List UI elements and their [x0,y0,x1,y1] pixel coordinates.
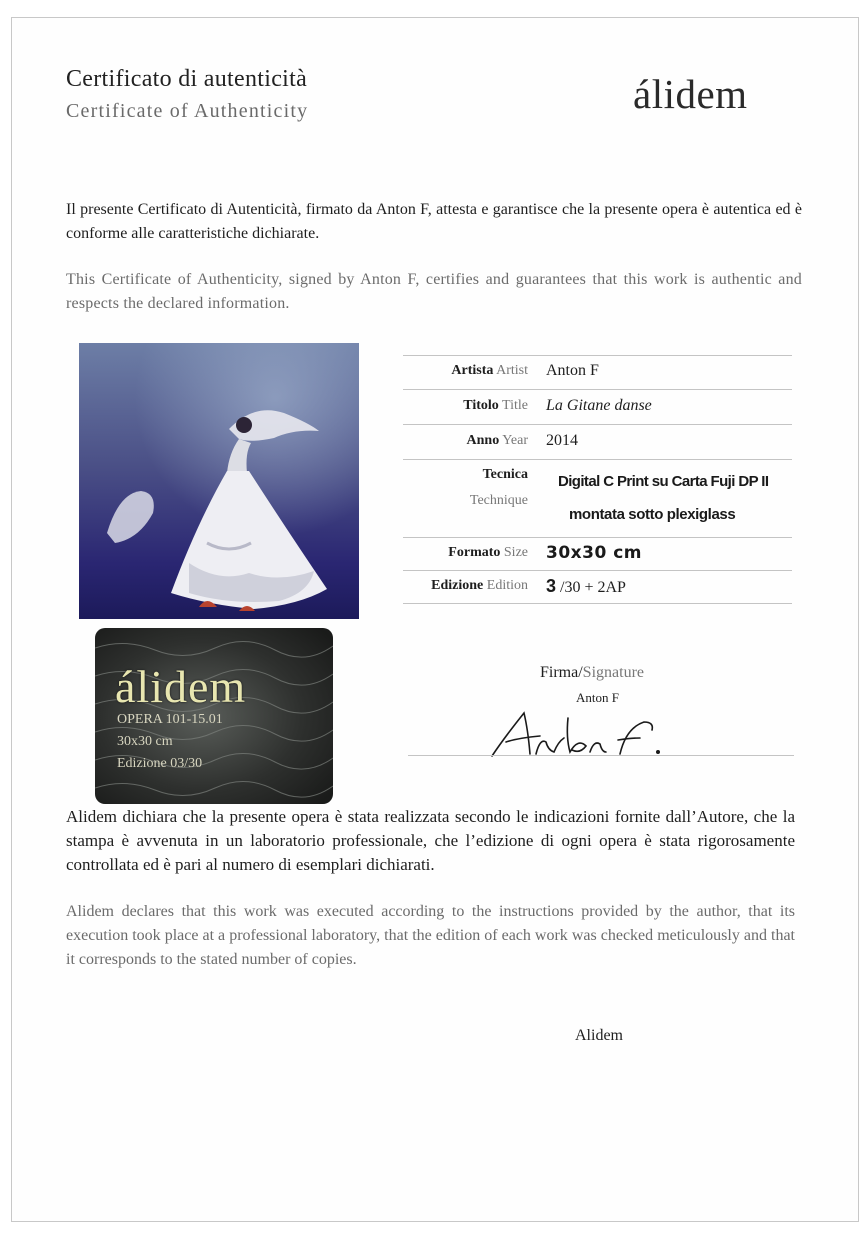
signer-name: Anton F [576,690,619,705]
issuer-name: Alidem [575,1027,623,1044]
detail-row-edition [403,570,792,604]
alidem-logo: álidem [633,71,748,117]
hologram-line: Edizione 03/30 [117,756,203,771]
detail-value-year: 2014 [546,432,578,449]
signature-image [484,708,684,768]
detail-row-title [403,389,792,424]
intro-text-english: This Certificate of Authenticity, signed by Anton F, certifies and guarantees that this work is authentic and respects the declared information. [66,271,802,312]
detail-value-edition: 3 /30 + 2AP [546,576,626,596]
hologram-sticker [95,628,333,804]
detail-label: Artista Artist [451,363,528,378]
declaration-text-english: Alidem declares that this work was executed according to the instructions provided by the author, that its execution took place at a professional laboratory, that the edition of each work was checked meticulously and that it corresponds to the stated number of copies. [66,903,795,968]
detail-row-technique [403,459,792,537]
intro-text-italian: Il presente Certificato di Autenticità, firmato da Anton F, attesta e garantisce che la presente opera è autentica ed è conforme alle caratteristiche dichiarate. [66,201,802,242]
artwork-details-table [403,355,792,604]
detail-row-artist [403,355,792,389]
title-italian: Certificato di autenticità [66,66,308,92]
hologram-line: OPERA 101-15.01 [117,712,223,727]
detail-label: Titolo Title [463,398,528,413]
detail-label: Formato Size [448,545,528,560]
detail-value-artist: Anton F [546,362,599,379]
detail-value-technique-mount: montata sotto plexiglass [569,506,736,523]
detail-label: Anno Year [466,433,528,448]
detail-value-size: 30x30 cm [546,543,642,563]
hologram-line: 30x30 cm [117,734,173,749]
detail-value-technique: Digital C Print su Carta Fuji DP II [558,473,769,490]
artwork-photo-dancer-icon [79,343,359,619]
signature-label: Firma/Signature [540,664,644,681]
hologram-logo: álidem [115,661,247,712]
detail-row-year [403,424,792,459]
detail-label-en: Technique [469,493,528,508]
detail-label-it: Tecnica [482,467,528,482]
title-english: Certificate of Authenticity [66,100,309,122]
artwork-photo [79,343,359,619]
signature-line [408,755,794,756]
detail-label: Edizione Edition [431,578,528,593]
declaration-text-italian: Alidem dichiara che la presente opera è stata realizzata secondo le indicazioni fornite dall’Autore, che la stampa è avvenuta in un laboratorio professionale, che l’edizione di ogni opera è stata rigorosamente controllata ed è pari al numero di esemplari dichiarati. [66,807,795,874]
detail-row-size [403,537,792,570]
detail-value-title: La Gitane danse [546,397,652,414]
